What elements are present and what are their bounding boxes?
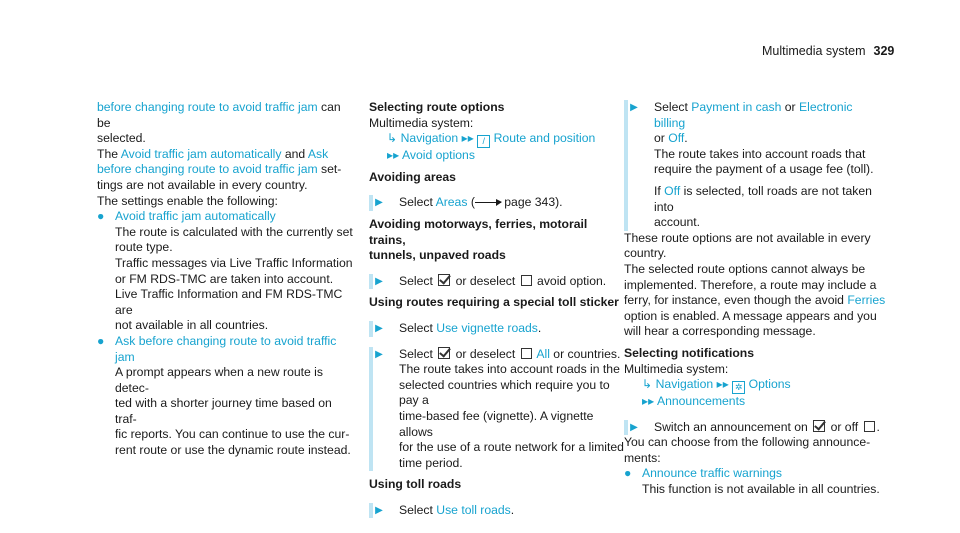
bullet-icon: ● (97, 209, 105, 224)
step-arrow-icon: ▶ (630, 421, 638, 433)
settings-line2: before changing route to avoid traffic jam set- (97, 162, 342, 177)
list-item: ● Avoid traffic jam automatically The route is calculated with the currently set route type. Traffic messages via Live Traffic Information or FM RDS-TMC are taken into account. Live Traffic Information and FM RDS-TMC are not available in all countries. (97, 209, 353, 333)
menu-path-2: ▸▸ Announcements (642, 394, 746, 409)
list-item: ● Announce traffic warnings This function is not available in all countries. (624, 466, 880, 497)
subheading: Using routes requiring a special toll sticker (369, 295, 619, 310)
page-number: 329 (873, 44, 895, 58)
chevron-right-icon: ▸▸ (461, 131, 474, 146)
step-arrow-icon: ▶ (375, 275, 383, 287)
menu-path: ↳ Navigation ▸▸ ✲ Options (642, 377, 791, 393)
checkbox-empty-icon (521, 275, 532, 286)
gear-icon: ✲ (732, 381, 745, 394)
step: ▶ Select Use vignette roads. (369, 321, 627, 337)
page-header (762, 44, 894, 60)
checkbox-checked-icon (438, 347, 450, 359)
subheading: Using toll roads (369, 477, 462, 492)
chevron-right-icon: ▸▸ (716, 377, 729, 392)
step: ▶ Select or deselect All or countries. The route takes into account roads in the selected countries which require you to pay a time-based fee (vignette). A vignette allows for the use of a route network for a limited time period. (369, 347, 627, 472)
checkbox-checked-icon (813, 420, 825, 432)
menu-arrow-icon: ↳ (642, 377, 653, 392)
settings-line: The Avoid traffic jam automatically and Ask (97, 146, 329, 161)
checkbox-checked-icon (438, 274, 450, 286)
intro-line1: before changing route to avoid traffic jam can be (97, 100, 341, 130)
menu-path: ↳ Navigation ▸▸ / Route and position (387, 131, 596, 147)
chevron-right-icon: ▸▸ (642, 394, 655, 409)
header-title: Multimedia system (762, 44, 866, 58)
intro-line2: selected. (97, 131, 146, 146)
step: ▶ Select Use toll roads. (369, 503, 627, 519)
menu-arrow-icon: ↳ (387, 131, 398, 146)
system-label: Multimedia system: (624, 361, 729, 376)
checkbox-empty-icon (521, 348, 532, 359)
step-arrow-icon: ▶ (630, 102, 638, 113)
column-1 (97, 100, 355, 459)
subheading: Avoiding areas (369, 169, 456, 184)
step: ▶ Switch an announcement on or off . (624, 420, 886, 436)
settings-enable: The settings enable the following: (97, 193, 278, 208)
column-2: Selecting route options Multimedia system: ↳ Navigation ▸▸ / Route and position ▸▸ Avoid options Avoiding areas ▶ Select Areas ( page 343). Avoiding motorways, ferries, motorail trains, tunnels, unpaved roads ▶ Select or deselect avoid option. Using routes requiring a special toll sticker ▶ Select Use vignette roads. ▶ Select or deselect All or countries. The route takes into account roads in the selected countries which require you to pay a time-based fee (vignette). A vignette allows for the use of a route network for a limited time period. Using toll roads ▶ Select Use toll roads. (369, 100, 627, 518)
menu-path-2: ▸▸ Avoid options (387, 148, 475, 163)
settings-line3: tings are not available in every country. (97, 177, 308, 192)
route-icon: / (477, 135, 490, 148)
step-arrow-icon: ▶ (375, 504, 383, 516)
step: ▶ Select or deselect avoid option. (369, 274, 627, 290)
system-label: Multimedia system: (369, 115, 474, 130)
section-heading: Selecting route options (369, 100, 505, 114)
section-heading: Selecting notifications (624, 345, 755, 360)
step: ▶ Select Areas ( page 343). (369, 195, 627, 211)
list-item: ● Ask before changing route to avoid traffic jam A prompt appears when a new route is detec- ted with a shorter journey time based on traf- fic reports. You can continue to use the cur- rent route or use the dynamic route instead. (97, 333, 351, 458)
checkbox-empty-icon (864, 421, 875, 432)
page-arrow-icon (475, 202, 501, 203)
step: ▶ Select Payment in cash or Electronic billing or Off. The route takes into account roads that require the payment of a usage fee (toll). If Off is selected, toll roads are not taken into account. (624, 100, 886, 231)
column-3: ▶ Select Payment in cash or Electronic billing or Off. The route takes into account roads that require the payment of a usage fee (toll). If Off is selected, toll roads are not taken into account. These route options are not available in every country. The selected route options cannot always be implemented. Therefore, a route may include a ferry, for instance, even though the avoid Ferries option is enabled. A message appears and you will hear a corresponding message. Selecting notifications Multimedia system: ↳ Navigation ▸▸ ✲ Options ▸▸ Announcements ▶ Switch an announcement on or off . You can choose from the following announce- ments: ● Announce traffic warnings This function is not available in all countries. (624, 100, 886, 497)
bullet-icon: ● (97, 333, 105, 348)
bullet-icon: ● (624, 466, 632, 481)
step-arrow-icon: ▶ (375, 348, 383, 360)
step-arrow-icon: ▶ (375, 322, 383, 334)
step-arrow-icon: ▶ (375, 197, 383, 209)
chevron-right-icon: ▸▸ (387, 148, 400, 163)
subheading: Avoiding motorways, ferries, motorail trains, (369, 216, 588, 247)
